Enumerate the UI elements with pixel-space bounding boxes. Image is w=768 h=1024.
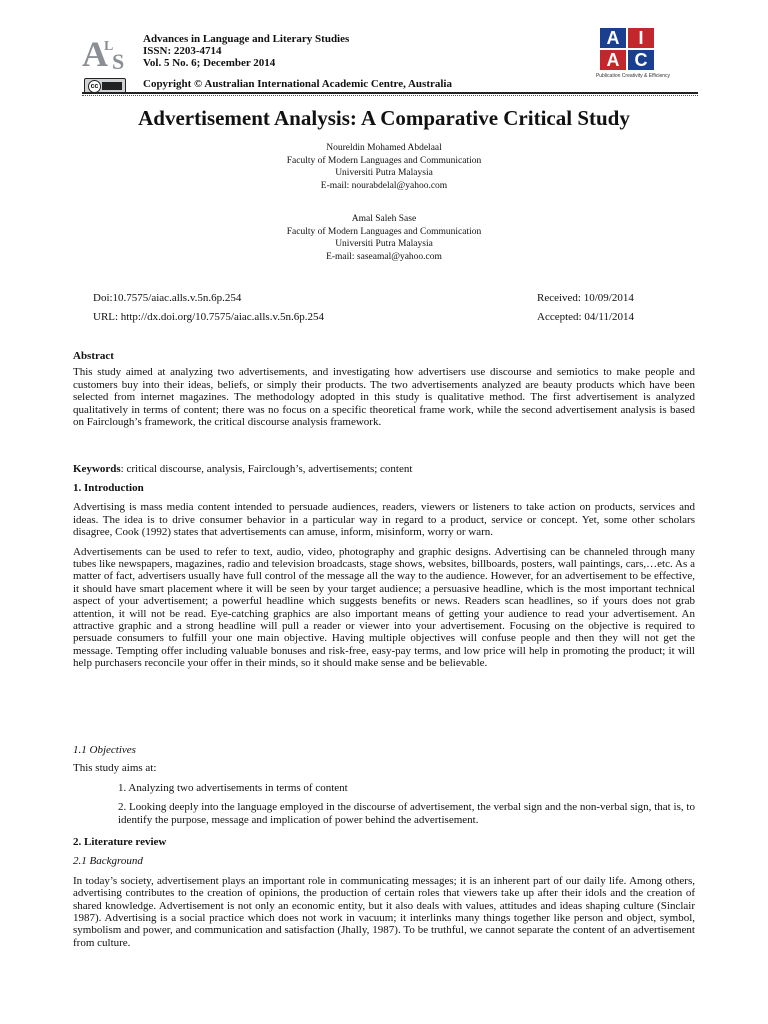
header-rule [82,92,698,94]
author-block-1 [0,142,768,192]
keywords-label: Keywords [73,463,121,475]
cc-circle-icon: cc [88,80,101,93]
abstract-section [73,350,695,428]
author-name: Noureldin Mohamed Abdelaal [326,143,442,153]
aiac-letter: I [628,28,654,48]
accepted-date: Accepted: 04/11/2014 [537,311,635,323]
journal-header [82,28,684,97]
author-university: Universiti Putra Malaysia [335,168,433,178]
objective-item: 2. Looking deeply into the language employed in the discourse of advertisement, the verbal sign and the non-verbal sign, that is, to identify the purpose, message and implication of power behind the advertisement. [118,801,695,826]
doi-text: Doi:10.7575/aiac.alls.v.5n.6p.254 [93,292,242,304]
author-university: Universiti Putra Malaysia [335,239,433,249]
objectives-heading: 1.1 Objectives [73,744,136,756]
objective-item: 1. Analyzing two advertisements in terms of content [118,781,348,794]
author-affiliation: Faculty of Modern Languages and Communication [286,155,482,166]
author-affiliation: Faculty of Modern Languages and Communication [286,226,482,237]
objectives-section [73,744,695,826]
introduction-heading: 1. Introduction [73,482,144,494]
background-heading: 2.1 Background [73,855,143,868]
keywords-text: : critical discourse, analysis, Fairclough’s, advertisements; content [120,463,413,475]
doi-url-link[interactable]: URL: http://dx.doi.org/10.7575/aiac.alls.v.5n.6p.254 [93,311,324,323]
introduction-paragraph: Advertisements can be used to refer to text, audio, video, photography and graphic designs. Advertising can be channeled through many tubes like newspapers, magazines, radio and television broadcasts, stage shows, websites, billboards, posters, wall paintings, cars,…etc. As a matter of fact, advertisers usually have full control of the message all the way to the audience. However, for an advertisement to be effective, it should have smart placement where it will be seen by your target audience; a persuasive headline, which is the most important technical aspect of your advertisement; a powerful headline which suggests benefits or news. Readers scan headlines, so if yours does not grab attention, it will not be read. Eye-catching graphics are also important means of getting your audience to read your advertisement. An attractive graphic and a strong headline will pull a reader or viewer into your advertisement. Focusing on the objective is required to persuade consumers to fulfill your one main objective. Having multiple objectives will confuse people and then they will not get the message. Tempting offer including valuable bonuses and risk-free, easy-pay terms, and low price will help in promoting the product; it will help purchasers reconcile your offer in their minds, so it should make sense and be believable. [73,545,695,670]
aiac-letter: A [600,50,626,70]
author-email: E-mail: saseamal@yahoo.com [326,251,442,262]
literature-heading: 2. Literature review [73,836,167,848]
author-block-2 [0,213,768,263]
abstract-heading: Abstract [73,350,114,362]
aiac-letter: C [628,50,654,70]
copyright-line: Copyright © Australian International Academic Centre, Australia [143,78,452,90]
introduction-paragraph: Advertising is mass media content intended to persuade audiences, readers, viewers or listeners to take action on products, services and ideas. The idea is to drive consumer behavior in a particular way in regard to a product, service or concept. Yet, some other scholars disagree, Cook (1992) states that advertisements can amuse, inform, misinform, worry or warn. [73,501,695,539]
article-title: Advertisement Analysis: A Comparative Critical Study [138,106,630,130]
literature-section [73,836,695,949]
objectives-intro: This study aims at: [73,762,157,775]
introduction-section [73,482,695,670]
journal-issn: ISSN: 2203-4714 [143,45,222,57]
aiac-tagline: Publication Creativity & Efficiency [595,73,671,79]
author-name: Amal Saleh Sase [351,214,417,224]
abstract-text: This study aimed at analyzing two advertisements, and investigating how advertisers use discourse and semiotics to make people and customers buy into their ideas, beliefs, or simply their products. The two advertisements analyzed are beauty products which have been selected from internet magazines. The methodology adopted in this study is qualitative method. The first advertisement is analyzed qualitatively in terms of content; there was no focus on a specific theoretical frame work, while the second advertisement analysis is based on Fairclough’s framework, the critical discourse analysis framework. [73,366,695,429]
header-rule-dotted [82,95,698,96]
received-date: Received: 10/09/2014 [537,292,634,304]
author-email: E-mail: nourabdelal@yahoo.com [320,180,448,191]
aiac-letter: A [600,28,626,48]
als-logo-icon: A L S [82,34,125,74]
keywords-line [73,463,695,475]
journal-volume: Vol. 5 No. 6; December 2014 [143,57,276,69]
journal-title: Advances in Language and Literary Studies [143,33,350,45]
aiac-logo-icon [592,28,674,80]
background-paragraph: In today’s society, advertisement plays an important role in communicating messages; it is an inherent part of our daily life. Among others, advertising contributes to the creation of opinions, the production of certain roles that viewers take up after their idols and the creation of shared knowledge. Advertisement is not only an economic entity, but it also deals with values, attitudes and ideas shaping culture (Sinclair 1987). Advertising is a social practice which does not work in vacuum; it interlinks many things together like person and object, symbol, symbolism and power, and communication and satisfaction (Jhally, 1987). To be truthful, we cannot separate the content of an advertisement from culture. [73,874,695,949]
